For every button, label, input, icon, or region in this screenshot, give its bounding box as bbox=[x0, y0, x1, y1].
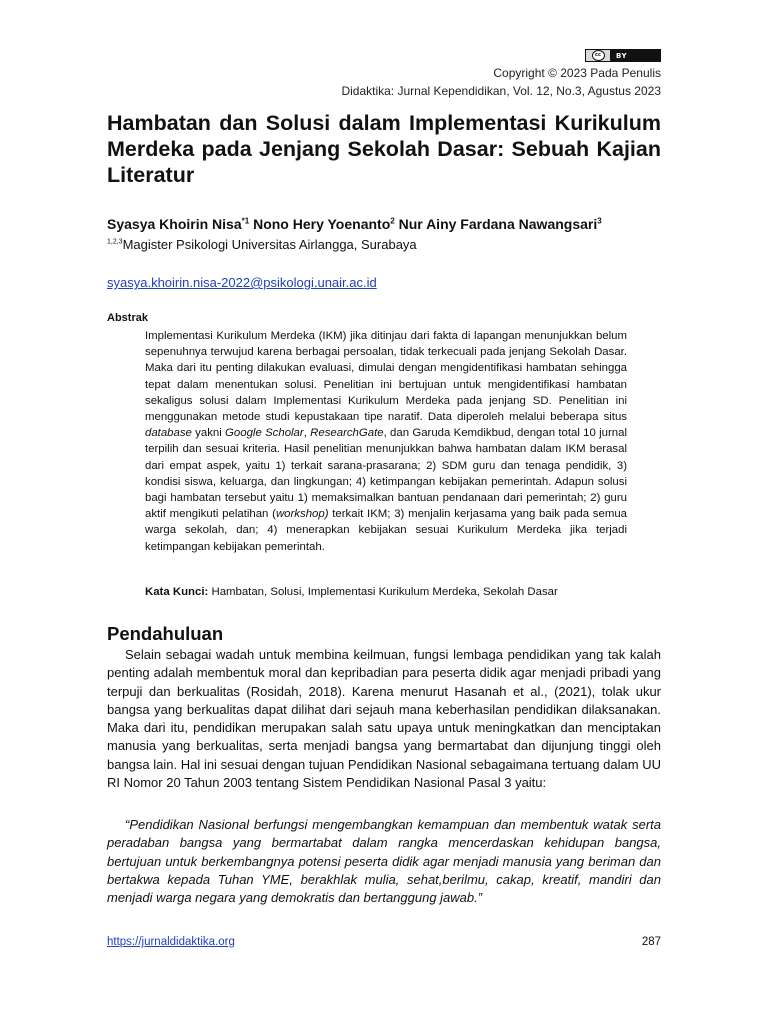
abstract-italic-term: database bbox=[145, 427, 192, 440]
by-icon: BY bbox=[616, 51, 628, 60]
abstract-italic-term: Google Scholar bbox=[225, 427, 304, 440]
author-name: Nur Ainy Fardana Nawangsari bbox=[398, 216, 598, 232]
cc-by-license-badge[interactable] bbox=[585, 49, 661, 62]
author-list bbox=[107, 216, 602, 232]
abstract-italic-term: ResearchGate bbox=[310, 427, 384, 440]
abstract-text: , bbox=[303, 427, 311, 440]
abstract-italic-term: workshop) bbox=[275, 508, 329, 521]
section-heading: Pendahuluan bbox=[107, 623, 224, 644]
abstract-text: Implementasi Kurikulum Merdeka (IKM) jika ditinjau dari fakta di lapangan menunjukkan belum sepenuhnya terwujud karena berbagai persoalan, tidak terkecuali pada jenjang Sekolah Dasar. Maka dari itu penting dilakukan evaluasi, dimulai dengan mengidentifikasi hambatan sehingga tepat dalam menentukan solusi. Penelitian ini bertujuan untuk mengidentifikasi hambatan sekaligus solusi dalam Implementasi Kurikulum Merdeka pada jenjang SD. Penelitian ini menggunakan metode studi kepustakaan tipe naratif. Data diperoleh melalui beberapa situs bbox=[145, 330, 627, 424]
journal-citation: Didaktika: Jurnal Kependidikan, Vol. 12, No.3, Agustus 2023 bbox=[341, 84, 661, 98]
journal-url-link[interactable]: https://jurnaldidaktika.org bbox=[107, 936, 235, 948]
cc-circle-icon: cc bbox=[592, 50, 605, 61]
author-superscript: *1 bbox=[241, 216, 250, 226]
abstract-text: , dan Garuda Kemdikbud, dengan total 10 jurnal terpilih dan sesuai kriteria. Hasil penelitian menunjukkan bahwa hambatan dalam IKM berasal dari empat aspek, yaitu 1) terkait sarana-prasarana; 2) SDM guru dan tenaga pendidik, 3) kondisi siswa, keluarga, dan lingkungan; 4) ketimpangan kebijakan pemerintah. Adapun solusi bagi hambatan tersebut yaitu 1) memaksimalkan bantuan pendanaan dari pemerintah; 2) guru aktif mengikuti pelatihan ( bbox=[145, 427, 627, 521]
page-number: 287 bbox=[641, 936, 661, 948]
abstract-text: yakni bbox=[191, 427, 226, 440]
abstract-body bbox=[145, 328, 627, 555]
affiliation bbox=[107, 237, 417, 252]
corresponding-email-link[interactable]: syasya.khoirin.nisa-2022@psikologi.unair.ac.id bbox=[107, 275, 377, 290]
law-quote: “Pendidikan Nasional berfungsi mengembangkan kemampuan dan membentuk watak serta peradaban bangsa yang bermartabat dalam rangka mencerdaskan kehidupan bangsa, bertujuan untuk berkembangnya potensi peserta didik agar menjadi manusia yang beriman dan bertakwa kepada Tuhan YME, berakhlak mulia, sehat,berilmu, cakap, kreatif, mandiri dan menjadi warga negara yang demokratis dan bertanggung jawab.” bbox=[107, 817, 661, 906]
keywords bbox=[145, 586, 558, 598]
affiliation-superscript: 1,2,3 bbox=[107, 238, 123, 246]
abstract-text: terkait IKM; 3) menjalin kerjasama yang baik pada semua warga sekolah, dan; 4) menerapkan kebijakan sesuai Kurikulum Merdeka jika terjadi ketimpangan kebijakan pemerintah. bbox=[145, 508, 627, 553]
intro-paragraph: Selain sebagai wadah untuk membina keilmuan, fungsi lembaga pendidikan yang tak kalah penting adalah membentuk moral dan kepribadian para peserta didik agar menjadi pribadi yang terpuji dan berkualitas (Rosidah, 2018). Karena menurut Hasanah et al., (2021), tolak ukur bangsa yang berkualitas dapat dilihat dari sejauh mana keberhasilan pendidikan dilaksanakan. Maka dari itu, pendidikan merupakan salah satu upaya untuk meningkatkan dan menciptakan manusia yang berkualitas, serta menjadi bangsa yang bermartabat dan dijunjung tinggi oleh bangsa lain. Hal ini sesuai dengan tujuan Pendidikan Nasional sebagaimana tertuang dalam UU RI Nomor 20 Tahun 2003 tentang Sistem Pendidikan Nasional Pasal 3 yaitu: bbox=[107, 647, 661, 791]
cc-icon bbox=[586, 50, 610, 61]
author-name: Syasya Khoirin Nisa bbox=[107, 216, 242, 232]
copyright-line: Copyright © 2023 Pada Penulis bbox=[493, 66, 661, 80]
paper-title: Hambatan dan Solusi dalam Implementasi Kurikulum Merdeka pada Jenjang Sekolah Dasar: Sebuah Kajian Literatur bbox=[107, 111, 661, 187]
affiliation-text: Magister Psikologi Universitas Airlangga, Surabaya bbox=[122, 237, 417, 252]
author-superscript: 2 bbox=[390, 216, 395, 226]
author-superscript: 3 bbox=[597, 216, 602, 226]
author-name: Nono Hery Yoenanto bbox=[253, 216, 391, 232]
keywords-label: Kata Kunci: bbox=[145, 586, 209, 598]
keywords-list: Hambatan, Solusi, Implementasi Kurikulum Merdeka, Sekolah Dasar bbox=[208, 586, 558, 598]
abstract-heading: Abstrak bbox=[107, 312, 148, 324]
